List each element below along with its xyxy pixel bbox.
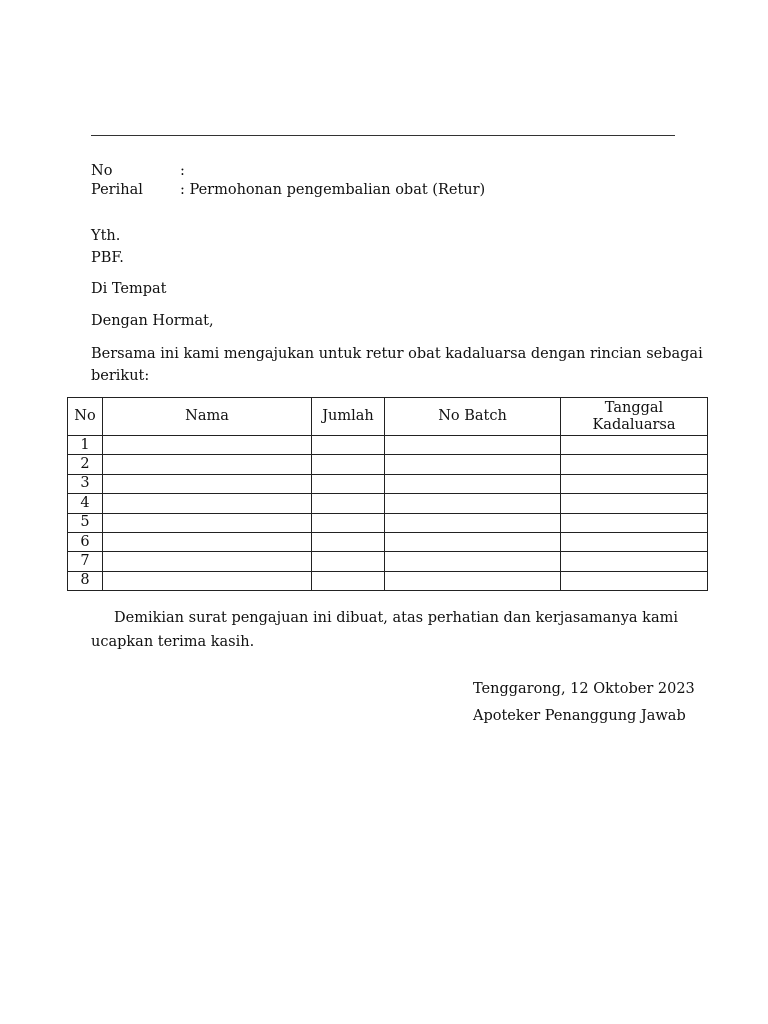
table-row [68, 455, 708, 474]
table-row [68, 571, 708, 590]
return-items-table [67, 397, 708, 591]
cell-no-batch [385, 436, 561, 455]
cell-nama [103, 532, 312, 551]
perihal-label: Perihal [91, 182, 143, 198]
greeting: Dengan Hormat, [91, 313, 214, 329]
cell-no-batch [385, 532, 561, 551]
cell-tanggal-kadaluarsa [561, 513, 708, 532]
cell-no-batch [385, 494, 561, 513]
cell-no-batch [385, 552, 561, 571]
cell-no-batch [385, 474, 561, 493]
no-label: No [91, 163, 113, 179]
row-number: 5 [68, 513, 103, 532]
cell-tanggal-kadaluarsa [561, 532, 708, 551]
cell-nama [103, 513, 312, 532]
perihal-value: : Permohonan pengembalian obat (Retur) [180, 182, 486, 198]
cell-nama [103, 474, 312, 493]
cell-tanggal-kadaluarsa [561, 571, 708, 590]
col-header-no: No [68, 398, 103, 436]
cell-nama [103, 455, 312, 474]
col-header-no-batch: No Batch [385, 398, 561, 436]
row-number: 6 [68, 532, 103, 551]
row-number: 4 [68, 494, 103, 513]
cell-jumlah [312, 552, 385, 571]
cell-jumlah [312, 494, 385, 513]
table-row [68, 436, 708, 455]
table-header-row [68, 398, 708, 436]
cell-tanggal-kadaluarsa [561, 494, 708, 513]
cell-no-batch [385, 513, 561, 532]
signature-title: Apoteker Penanggung Jawab [473, 708, 686, 724]
cell-tanggal-kadaluarsa [561, 455, 708, 474]
row-number: 1 [68, 436, 103, 455]
cell-nama [103, 552, 312, 571]
col-header-tanggal-line1: Tanggal [604, 399, 664, 416]
table-row [68, 552, 708, 571]
cell-tanggal-kadaluarsa [561, 552, 708, 571]
signature-place-date: Tenggarong, 12 Oktober 2023 [473, 681, 695, 697]
recipient-pbf: PBF. [91, 250, 124, 266]
recipient-location: Di Tempat [91, 281, 167, 297]
col-header-tanggal-kadaluarsa [561, 398, 708, 436]
cell-jumlah [312, 436, 385, 455]
table-row [68, 494, 708, 513]
cell-nama [103, 571, 312, 590]
cell-jumlah [312, 474, 385, 493]
col-header-jumlah: Jumlah [312, 398, 385, 436]
row-number: 2 [68, 455, 103, 474]
cell-jumlah [312, 532, 385, 551]
col-header-nama: Nama [103, 398, 312, 436]
cell-nama [103, 436, 312, 455]
col-header-tanggal-line2: Kadaluarsa [592, 416, 676, 433]
closing-paragraph: Demikian surat pengajuan ini dibuat, atas perhatian dan kerjasamanya kami ucapkan terima kasih. [91, 610, 678, 650]
cell-no-batch [385, 455, 561, 474]
intro-line-1: Bersama ini kami mengajukan untuk retur obat kadaluarsa dengan rincian sebagai [91, 346, 703, 362]
table-row [68, 474, 708, 493]
no-colon: : [180, 163, 185, 179]
cell-jumlah [312, 513, 385, 532]
cell-no-batch [385, 571, 561, 590]
table-row [68, 532, 708, 551]
intro-line-2: berikut: [91, 368, 150, 384]
cell-nama [103, 494, 312, 513]
cell-jumlah [312, 455, 385, 474]
header-rule [91, 135, 675, 136]
recipient-yth: Yth. [91, 228, 121, 244]
cell-jumlah [312, 571, 385, 590]
table-row [68, 513, 708, 532]
cell-tanggal-kadaluarsa [561, 474, 708, 493]
row-number: 8 [68, 571, 103, 590]
row-number: 7 [68, 552, 103, 571]
row-number: 3 [68, 474, 103, 493]
cell-tanggal-kadaluarsa [561, 436, 708, 455]
